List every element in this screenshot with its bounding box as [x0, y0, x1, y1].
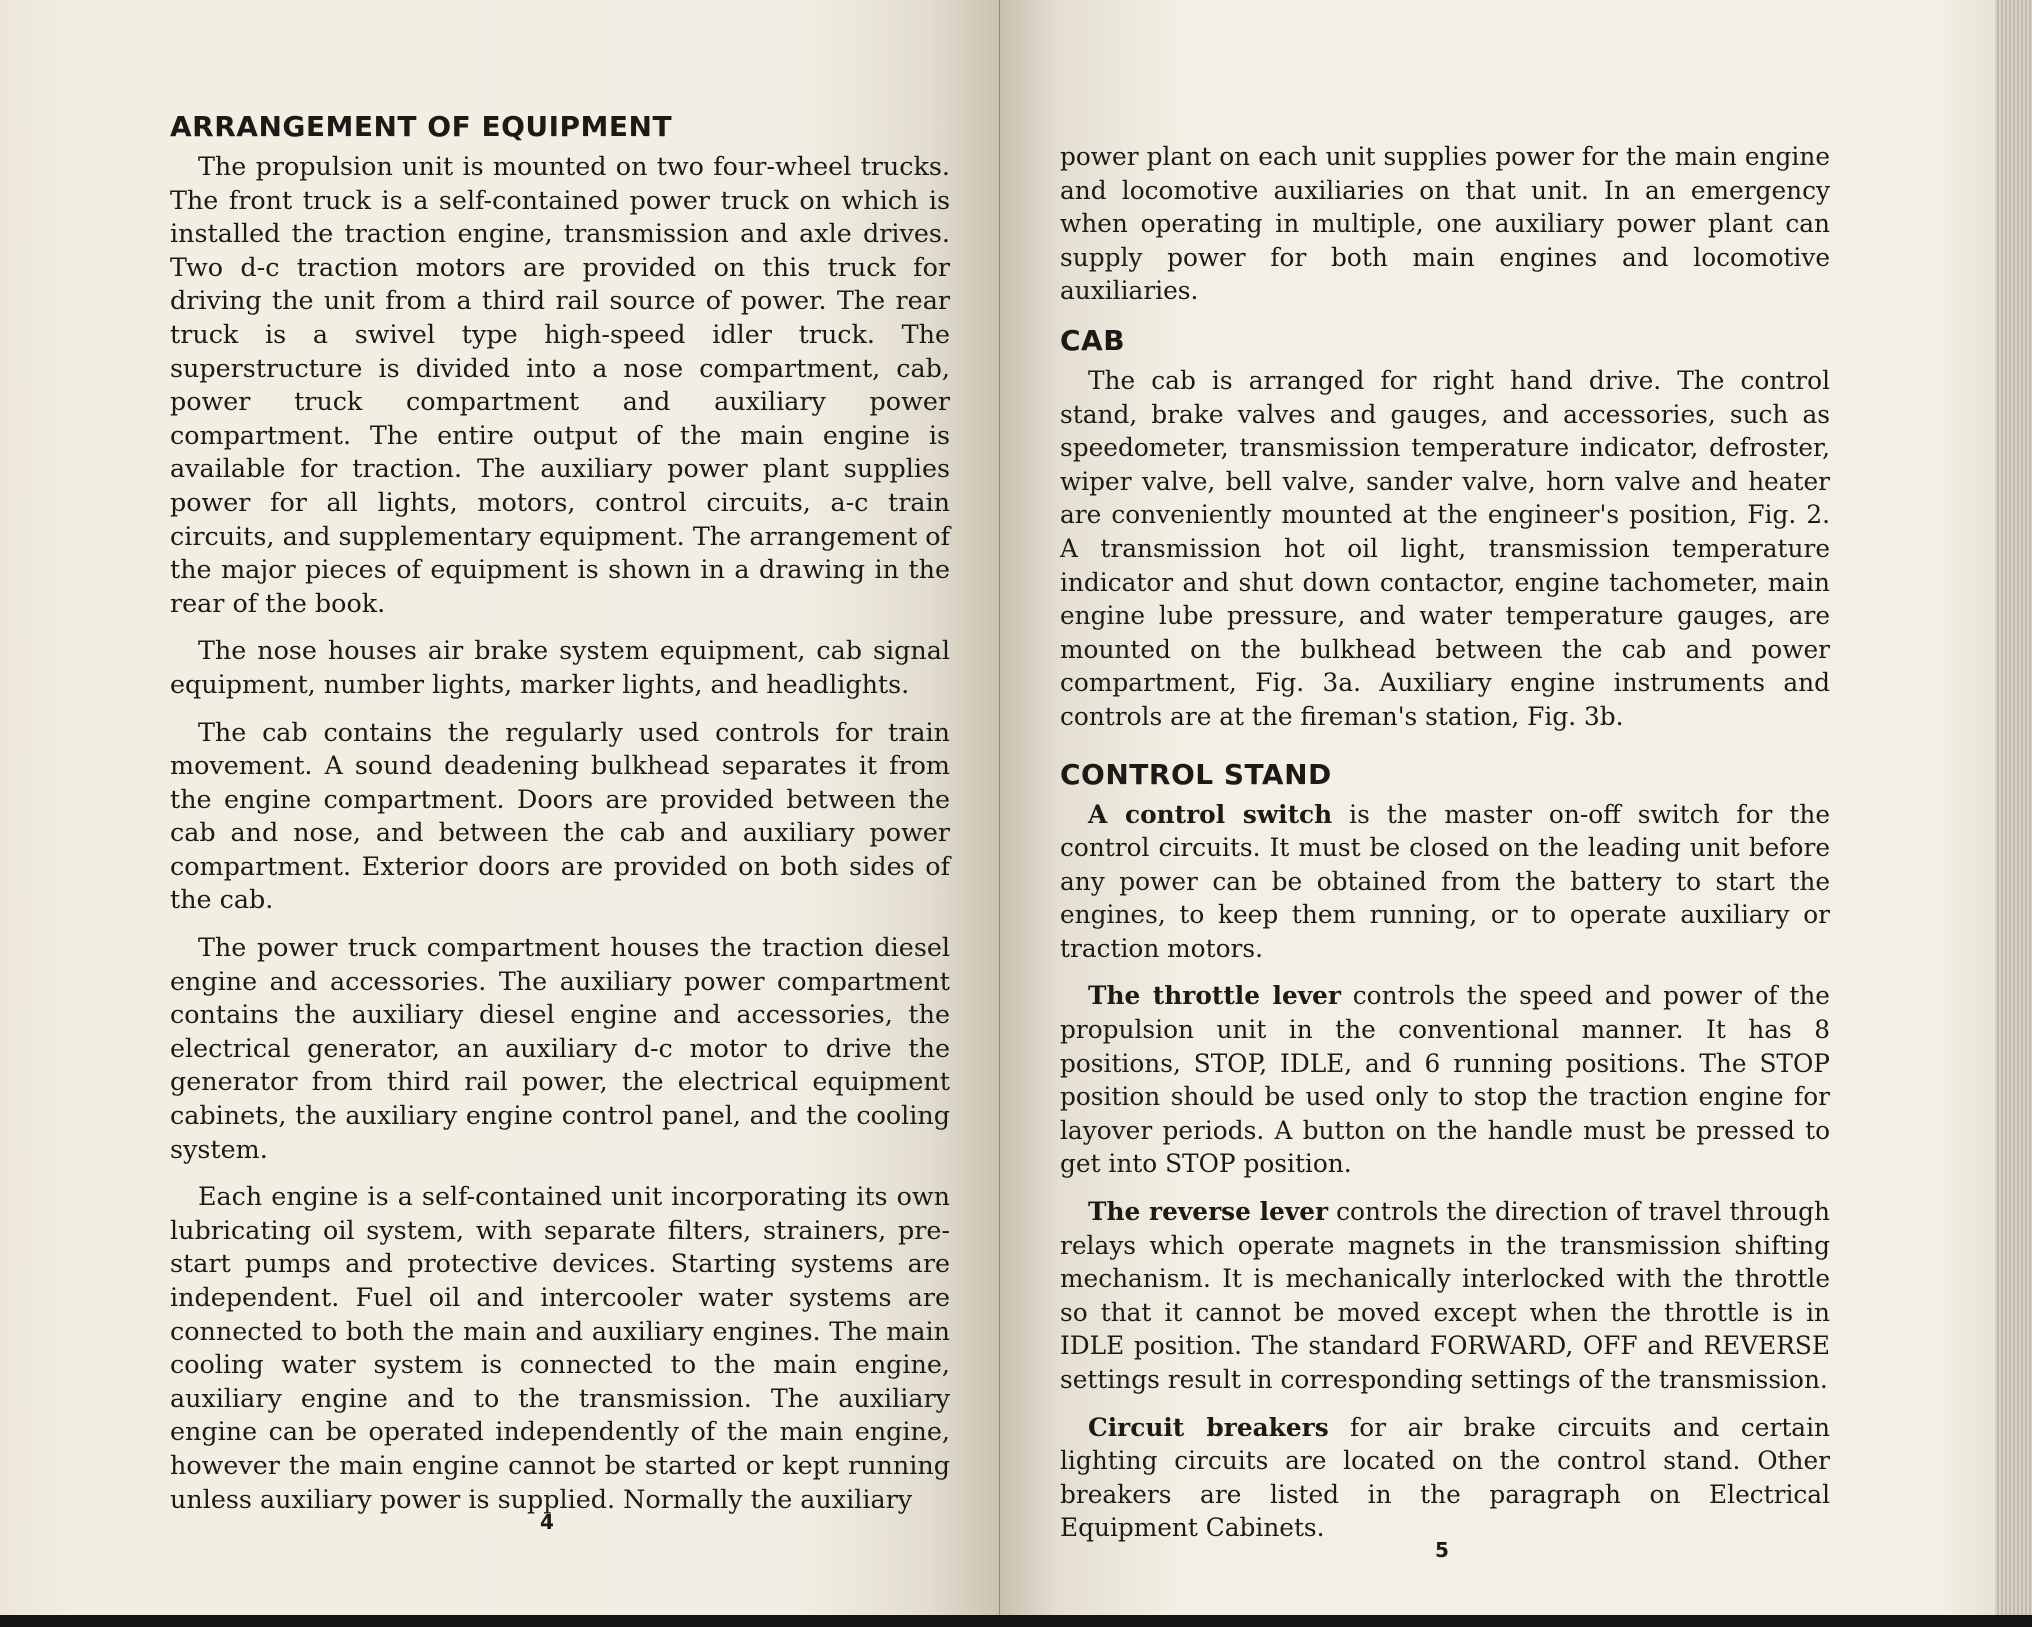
lead-circuit-breakers: Circuit breakers [1088, 1412, 1329, 1442]
lead-control-switch: A control switch [1088, 799, 1333, 829]
paragraph-power-truck-compartment: The power truck compartment houses the traction diesel engine and accessories. The auxiliary power compartment contains the auxiliary diesel engine and accessories, the electrical generator, an auxiliary d-c motor to drive the generator from third rail power, the electrical equipment cabinets, the auxiliary engine control panel, and the cooling system. [170, 932, 950, 1164]
page-edges [1995, 0, 2032, 1615]
text-control-switch: is the master on-off switch for the control circuits. It must be closed on the leading unit before any power can be obtained from the battery to start the engines, to keep them running, or to operate auxiliary or traction motors. [1060, 799, 1830, 963]
paragraph-cab: The cab is arranged for right hand drive. The control stand, brake valves and gauges, and accessories, such as speedometer, transmission temperature indicator, defroster, wiper valve, bell valve, sander valve, horn valve and heater are conveniently mounted at the engineer's position, Fig. 2. A transmission hot oil light, transmission temperature indicator and shut down contactor, engine tachometer, main engine lube pressure, and water temperature gauges, are mounted on the bulkhead between the cab and power compartment, Fig. 3a. Auxiliary engine instruments and controls are at the fireman's station, Fig. 3b. [1060, 365, 1830, 731]
lead-throttle-lever: The throttle lever [1088, 981, 1341, 1011]
text-throttle-lever: controls the speed and power of the propulsion unit in the conventional manner. It has 8 positions, STOP, IDLE, and 6 running positions. The STOP position should be used only to stop the traction engine for layover periods. A button on the handle must be pressed to get into STOP position. [1060, 981, 1830, 1179]
page-number-right: 5 [1435, 1538, 1449, 1562]
left-page-content [170, 108, 950, 1530]
paragraph-circuit-breakers [1060, 1411, 1830, 1545]
left-page [0, 0, 1000, 1615]
text-circuit-breakers: for air brake circuits and certain lighting circuits are located on the control stand. Other breakers are listed in the paragraph on Electrical Equipment Cabinets. [1060, 1412, 1830, 1543]
paragraph-propulsion-unit: The propulsion unit is mounted on two four-wheel trucks. The front truck is a self-contained power truck on which is installed the traction engine, transmission and axle drives. Two d-c traction motors are provided on this truck for driving the unit from a third rail source of power. The rear truck is a swivel type high-speed idler truck. The superstructure is divided into a nose compartment, cab, power truck compartment and auxiliary power compartment. The entire output of the main engine is available for traction. The auxiliary power plant supplies power for all lights, motors, control circuits, a-c train circuits, and supplementary equipment. The arrangement of the major pieces of equipment is shown in a drawing in the rear of the book. [170, 151, 950, 618]
heading-cab: CAB [1060, 323, 1126, 357]
paragraph-engine-systems: Each engine is a self-contained unit incorporating its own lubricating oil system, with separate filters, strainers, pre-start pumps and protective devices. Starting systems are independent. Fuel oil and intercooler water systems are connected to both the main and auxiliary engines. The main cooling water system is connected to the main engine, auxiliary engine and to the transmission. The auxiliary engine can be operated independently of the main engine, however the main engine cannot be started or kept running unless auxiliary power is supplied. Normally the auxiliary [170, 1181, 950, 1514]
text-reverse-lever: controls the direction of travel through relays which operate magnets in the transmission shifting mechanism. It is mechanically interlocked with the throttle so that it cannot be moved except when the throttle is in IDLE position. The standard FORWARD, OFF and REVERSE settings result in corresponding settings of the transmission. [1060, 1197, 1830, 1394]
heading-arrangement-of-equipment: ARRANGEMENT OF EQUIPMENT [170, 110, 673, 143]
paragraph-continuation: power plant on each unit supplies power for the main engine and locomotive auxiliaries on that unit. In an emergency when operating in multiple, one auxiliary power plant can supply power for both main engines and locomotive auxiliaries. [1060, 142, 1830, 306]
paragraph-cab-contents: The cab contains the regularly used controls for train movement. A sound deadening bulkhead separates it from the engine compartment. Doors are provided between the cab and nose, and between the cab and auxiliary power compartment. Exterior doors are provided on both sides of the cab. [170, 716, 950, 915]
paragraph-throttle-lever [1060, 979, 1830, 1181]
paragraph-control-switch [1060, 798, 1830, 966]
paragraph-nose: The nose houses air brake system equipment, cab signal equipment, number lights, marker lights, and headlights. [170, 635, 950, 699]
lead-reverse-lever: The reverse lever [1088, 1197, 1329, 1227]
right-page [1000, 0, 2000, 1615]
right-page-content [1060, 140, 1830, 1559]
page-number-left: 4 [540, 1510, 554, 1534]
heading-control-stand: CONTROL STAND [1060, 757, 1332, 791]
paragraph-reverse-lever [1060, 1195, 1830, 1397]
